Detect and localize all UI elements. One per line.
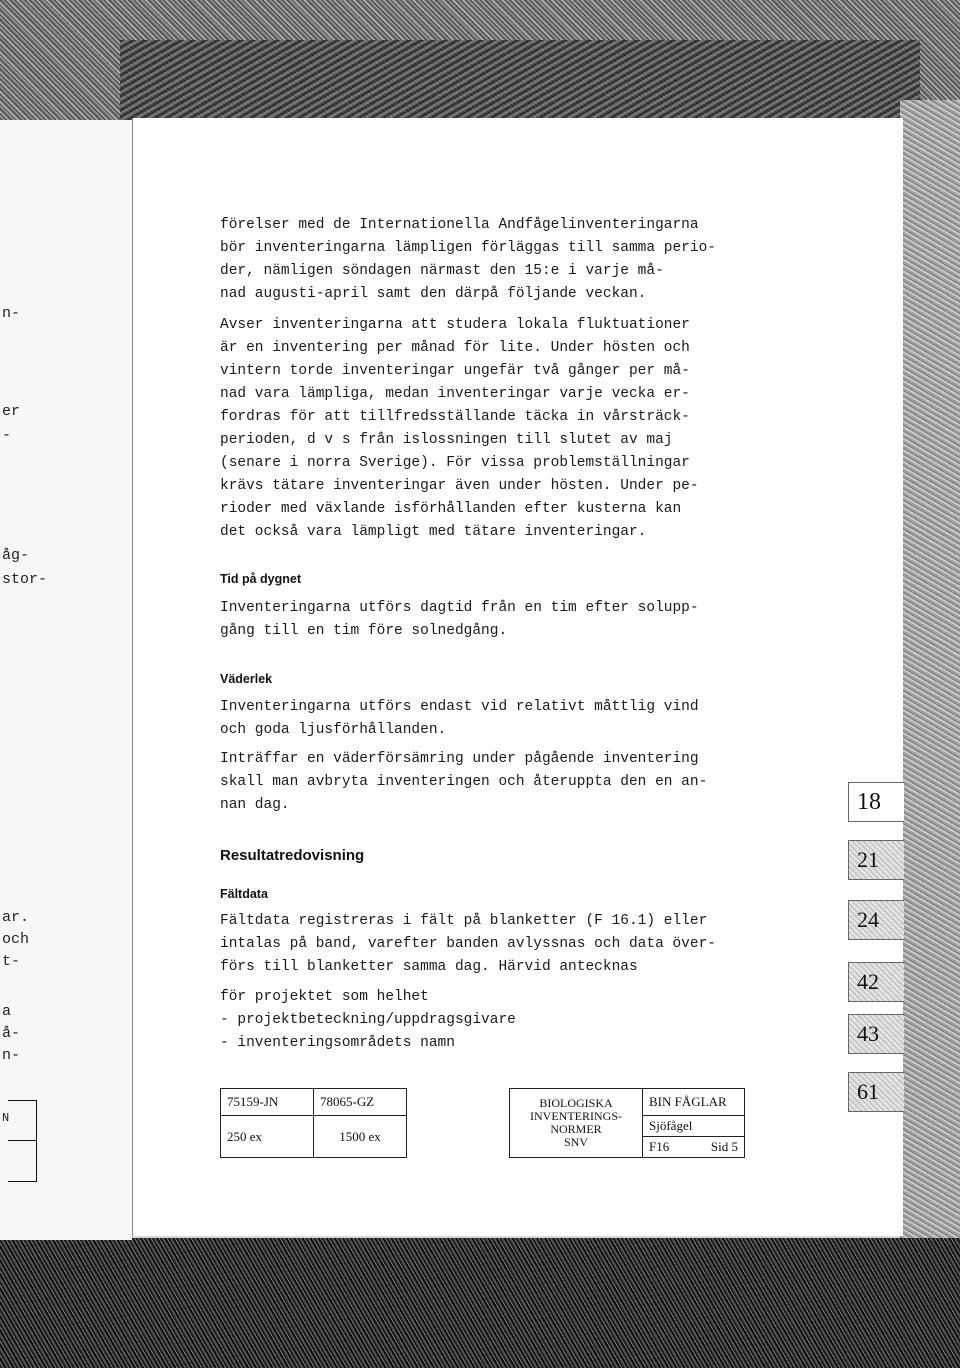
margin-fragment: n-	[2, 1047, 21, 1064]
scan-border-top	[0, 0, 960, 120]
stamp-quantity-2: 1500 ex	[314, 1116, 407, 1158]
margin-fragment: ar.	[2, 909, 30, 926]
paragraph-weather-change: Inträffar en väderförsämring under pågående inventering skall man avbryta inventeringen och återuppta den en an- nan dag.	[220, 751, 708, 813]
section-tab-21[interactable]: 21	[848, 840, 904, 880]
margin-fragment: å-	[2, 1025, 21, 1042]
margin-fragment: stor-	[2, 571, 48, 588]
scan-border-right	[900, 100, 960, 1260]
margin-fragment: er	[2, 403, 21, 420]
stamp-subject: Sjöfågel	[649, 1118, 693, 1133]
margin-fragment: N	[2, 1111, 10, 1125]
paragraph-daytime: Inventeringarna utförs dagtid från en tim efter solupp- gång till en tim före solnedgång.	[220, 600, 699, 639]
paragraph-fluctuations: Avser inventeringarna att studera lokala fluktuationer är en inventering per månad för lite. Under hösten och vintern torde inventeringar ungefär två gånger per må- nad vara lämpliga, medan inventeringar varje vecka er- fordras för att tillfredsställande täcka in vårsträck- perioden, d v s från islossningen till slutet av maj (senare i norra Sverige). För vissa problemställningar krävs tätare inventeringar även under hösten. Under pe- rioder med växlande isförhållanden efter kusterna kan det också vara lämpligt med tätare inventeringar.	[220, 317, 699, 540]
stamp-spacer	[407, 1089, 510, 1116]
margin-fragment: åg-	[2, 547, 30, 564]
paragraph-weather: Inventeringarna utförs endast vid relativt måttlig vind och goda ljusförhållanden.	[220, 699, 699, 738]
document-stamp-table	[220, 1088, 745, 1158]
scan-noise	[120, 40, 920, 120]
section-tab-24[interactable]: 24	[848, 900, 904, 940]
section-tab-42[interactable]: 42	[848, 962, 904, 1002]
heading-vaderlek: Väderlek	[220, 672, 273, 686]
margin-fragment: a	[2, 1003, 12, 1020]
stamp-form: F16	[649, 1139, 670, 1154]
margin-fragment: och	[2, 931, 30, 948]
paragraph-schedule: förelser med de Internationella Andfågelinventeringarna bör inventeringarna lämpligen förläggas till samma perio- der, nämligen söndagen närmast den 15:e i varje må- nad augusti-april samt den därpå följande veckan.	[220, 217, 716, 302]
stamp-category: BIN FÅGLAR	[643, 1089, 745, 1116]
paragraph-project-list: för projektet som helhet - projektbeteckning/uppdragsgivare - inventeringsområdets namn	[220, 989, 516, 1051]
stamp-form-row	[643, 1136, 744, 1155]
margin-box-divider	[8, 1140, 36, 1141]
section-tab-61[interactable]: 61	[848, 1072, 904, 1112]
stamp-quantity-1: 250 ex	[221, 1116, 314, 1158]
stamp-form-cell	[643, 1116, 745, 1158]
margin-fragment: n-	[2, 305, 21, 322]
margin-fragment: -	[2, 427, 12, 444]
margin-box	[8, 1100, 37, 1182]
paragraph-field-data: Fältdata registreras i fält på blanketter (F 16.1) eller intalas på band, varefter banden avlyssnas och data över- förs till blanketter samma dag. Härvid antecknas	[220, 913, 716, 975]
heading-resultatredovisning: Resultatredovisning	[220, 847, 365, 864]
section-tab-43[interactable]: 43	[848, 1014, 904, 1054]
heading-faltdata: Fältdata	[220, 887, 268, 901]
stamp-spacer	[407, 1116, 510, 1158]
heading-tid-pa-dygnet: Tid på dygnet	[220, 572, 302, 586]
stamp-agency-text: BIOLOGISKA INVENTERINGS- NORMER SNV	[530, 1096, 622, 1149]
stamp-page: Sid 5	[710, 1139, 738, 1154]
scan-border-bottom	[0, 1238, 960, 1368]
margin-fragment: t-	[2, 953, 21, 970]
stamp-code-2: 78065-GZ	[314, 1089, 407, 1116]
stamp-code-1: 75159-JN	[221, 1089, 314, 1116]
section-tab-18[interactable]: 18	[848, 782, 904, 822]
stamp-agency	[510, 1089, 643, 1158]
previous-page-margin	[0, 120, 132, 1240]
